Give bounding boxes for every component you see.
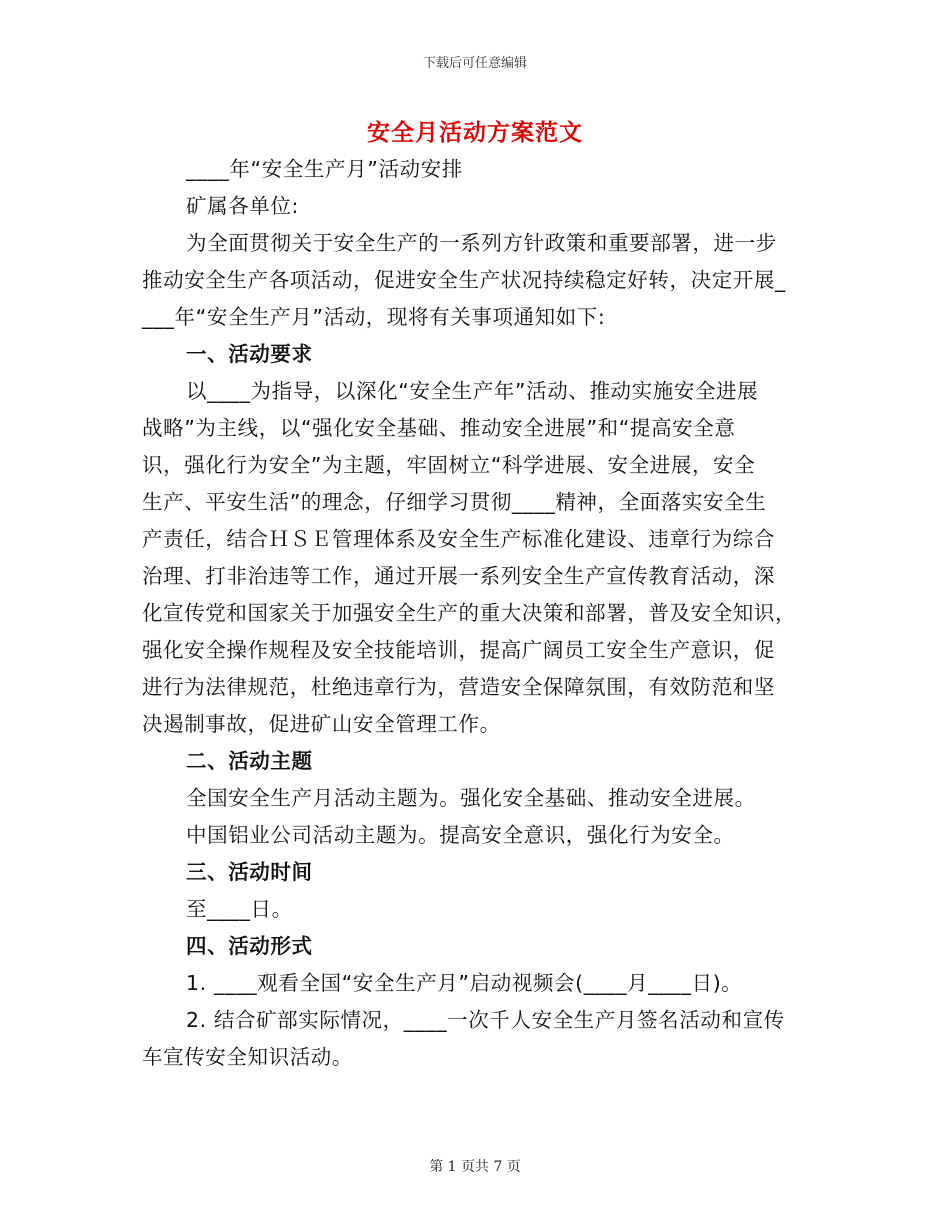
text-line: ___年“安全生产月”活动，现将有关事项通知如下: (142, 305, 606, 329)
page-footer: 第 1 页共 7 页 (429, 1159, 521, 1175)
text-line: 进行为法律规范，杜绝违章行为，营造安全保障氛围，有效防范和坚 (142, 675, 775, 699)
text-line: 推动安全生产各项活动，促进安全生产状况持续稳定好转，决定开展_ (142, 268, 786, 292)
text-line: 以____为指导，以深化“安全生产年”活动、推动实施安全进展 (186, 379, 759, 403)
text-line: 战略”为主线，以“强化安全基础、推动安全进展”和“提高安全意 (142, 416, 736, 440)
document-title: 安全月活动方案范文 (367, 120, 583, 146)
header-note: 下载后可任意编辑 (422, 56, 527, 71)
text-line: 车宣传安全知识活动。 (142, 1045, 353, 1069)
text-line: 中国铝业公司活动主题为。提高安全意识，强化行为安全。 (186, 823, 735, 847)
text-line: 治理、打非治违等工作，通过开展一系列安全生产宣传教育活动，深 (142, 564, 775, 588)
text-line: 全国安全生产月活动主题为。强化安全基础、推动安全进展。 (186, 786, 756, 810)
text-line: 生产、平安生活”的理念，仔细学习贯彻____精神，全面落实安全生 (142, 490, 767, 514)
text-line: 至____日。 (186, 897, 293, 921)
section-heading: 三、活动时间 (186, 860, 313, 884)
text-line: 决遏制事故，促进矿山安全管理工作。 (142, 712, 501, 736)
text-line: ____年“安全生产月”活动安排 (186, 157, 463, 181)
text-line: 识，强化行为安全”为主题，牢固树立“科学进展、安全进展，安全 (142, 453, 756, 477)
list-item: 1. ____观看全国“安全生产月”启动视频会(____月____日)。 (186, 971, 743, 995)
text-line: 矿属各单位: (186, 194, 300, 218)
list-item: 2. 结合矿部实际情况，____一次千人安全生产月签名活动和宣传 (186, 1008, 785, 1032)
text-line: 化宣传党和国家关于加强安全生产的重大决策和部署，普及安全知识， (142, 601, 797, 625)
text-line: 强化安全操作规程及安全技能培训，提高广阔员工安全生产意识，促 (142, 638, 775, 662)
text-line: 为全面贯彻关于安全生产的一系列方针政策和重要部署，进一步 (186, 231, 777, 255)
document-body (142, 151, 802, 1076)
text-line: 产责任，结合ＨＳＥ管理体系及安全生产标准化建设、违章行为综合 (142, 527, 775, 551)
section-heading: 四、活动形式 (186, 934, 313, 958)
section-heading: 一、活动要求 (186, 342, 313, 366)
section-heading: 二、活动主题 (186, 749, 313, 773)
